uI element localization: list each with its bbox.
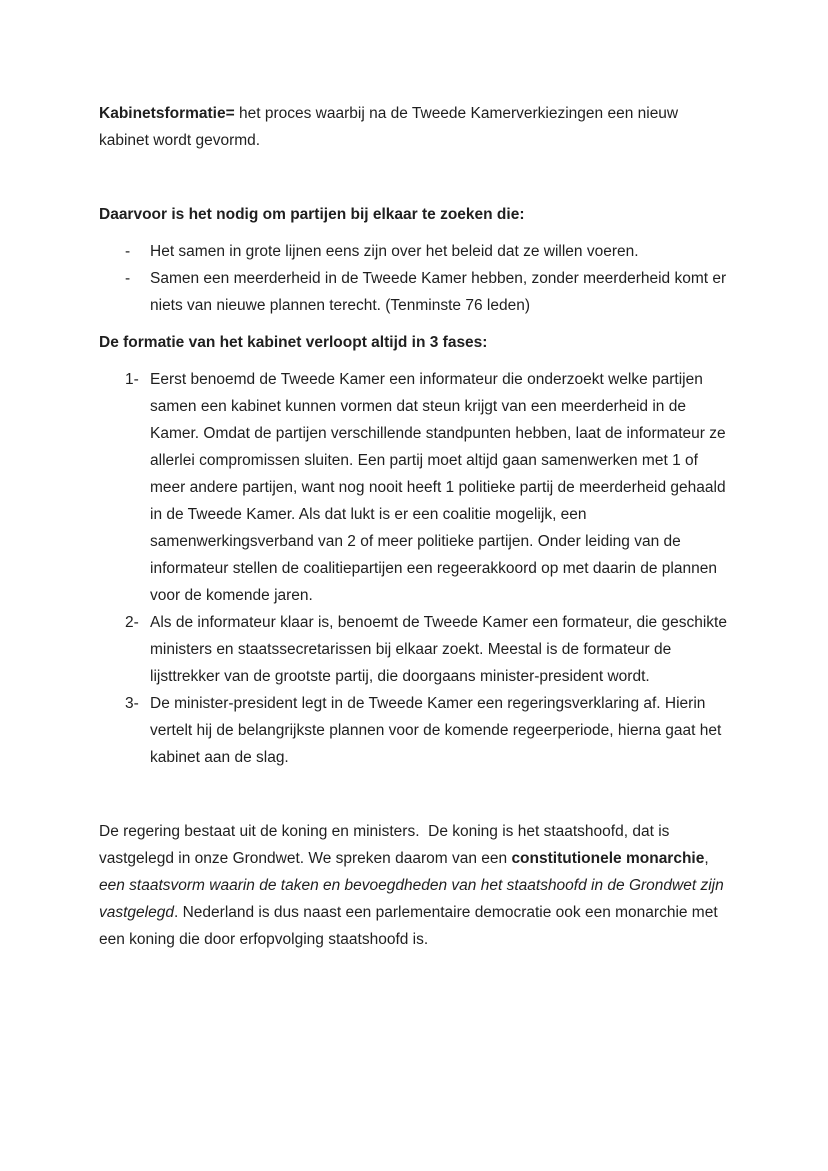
paragraph (99, 818, 729, 953)
list-item (125, 609, 732, 690)
document-body (99, 100, 732, 953)
heading (99, 201, 729, 228)
text-run: , (704, 850, 713, 867)
text-run: het proces waarbij na de Tweede Kamerverkiezingen een nieuw kabinet wordt gevormd. (99, 105, 683, 149)
paragraph-break (99, 164, 729, 201)
text-run: Samen een meerderheid in de Tweede Kamer hebben, zonder meerderheid komt er niets van nieuwe plannen terecht. (Tenminste 76 leden) (150, 270, 731, 314)
text-run: constitutionele monarchie (511, 850, 705, 867)
list-item-text (150, 690, 729, 771)
text-run: De formatie van het kabinet verloopt altijd in 3 fases: (99, 334, 488, 351)
text-run: Daarvoor is het nodig om partijen bij elkaar te zoeken die: (99, 206, 525, 223)
text-run: De minister-president legt in de Tweede Kamer een regeringsverklaring af. Hierin vertelt hij de belangrijkste plannen voor de komende regeerperiode, hierna gaat het kabinet aan de slag. (150, 695, 726, 766)
paragraph (99, 100, 729, 154)
text-run: een staatsvorm waarin de taken en bevoegdheden van het staatshoofd in de Grondwet zijn vastgelegd (99, 877, 729, 921)
paragraph-break (99, 781, 729, 818)
list-marker: - (125, 270, 131, 287)
text-run: . Nederland is dus naast een parlementaire democratie ook een monarchie met een koning die door erfopvolging staatshoofd is. (99, 904, 722, 948)
text-run: Eerst benoemd de Tweede Kamer een informateur die onderzoekt welke partijen samen een kabinet kunnen vormen dat steun krijgt van een meerderheid in de Kamer. Omdat de partijen verschillende standpunten hebben, laat de informateur ze allerlei compromissen sluiten. Een partij moet altijd gaan samenwerken met 1 of meer andere partijen, want nog nooit heeft 1 politieke partij de meerderheid gehaald in de Tweede Kamer. Als dat lukt is er een coalitie mogelijk, een samenwerkingsverband van 2 of meer politieke partijen. Onder leiding van de informateur stellen de coalitiepartijen een regeerakkoord op met daarin de plannen voor de komende jaren. (150, 371, 730, 604)
list-marker: 1- (125, 371, 139, 388)
list-item (125, 690, 729, 771)
list-item (125, 366, 729, 609)
list-marker: 3- (125, 695, 139, 712)
dash-list (99, 238, 729, 319)
heading (99, 329, 729, 356)
list-marker: - (125, 243, 131, 260)
text-run: Kabinetsformatie= (99, 105, 235, 122)
numbered-list (99, 366, 732, 771)
list-item-text (150, 238, 729, 265)
list-item-text (150, 265, 729, 319)
text-run: Het samen in grote lijnen eens zijn over het beleid dat ze willen voeren. (150, 243, 639, 260)
list-marker: 2- (125, 614, 139, 631)
list-item-text (150, 366, 729, 609)
text-run: De regering bestaat uit de koning en ministers. De koning is het staatshoofd, dat is vastgelegd in onze Grondwet. We spreken daarom van een (99, 823, 674, 867)
list-item (125, 265, 729, 319)
list-item (125, 238, 729, 265)
list-item-text (150, 609, 732, 690)
text-run: Als de informateur klaar is, benoemt de Tweede Kamer een formateur, die geschikte ministers en staatssecretarissen bij elkaar zoekt. Meestal is de formateur de lijsttrekker van de grootste partij, die doorgaans minister-president wordt. (150, 614, 732, 685)
